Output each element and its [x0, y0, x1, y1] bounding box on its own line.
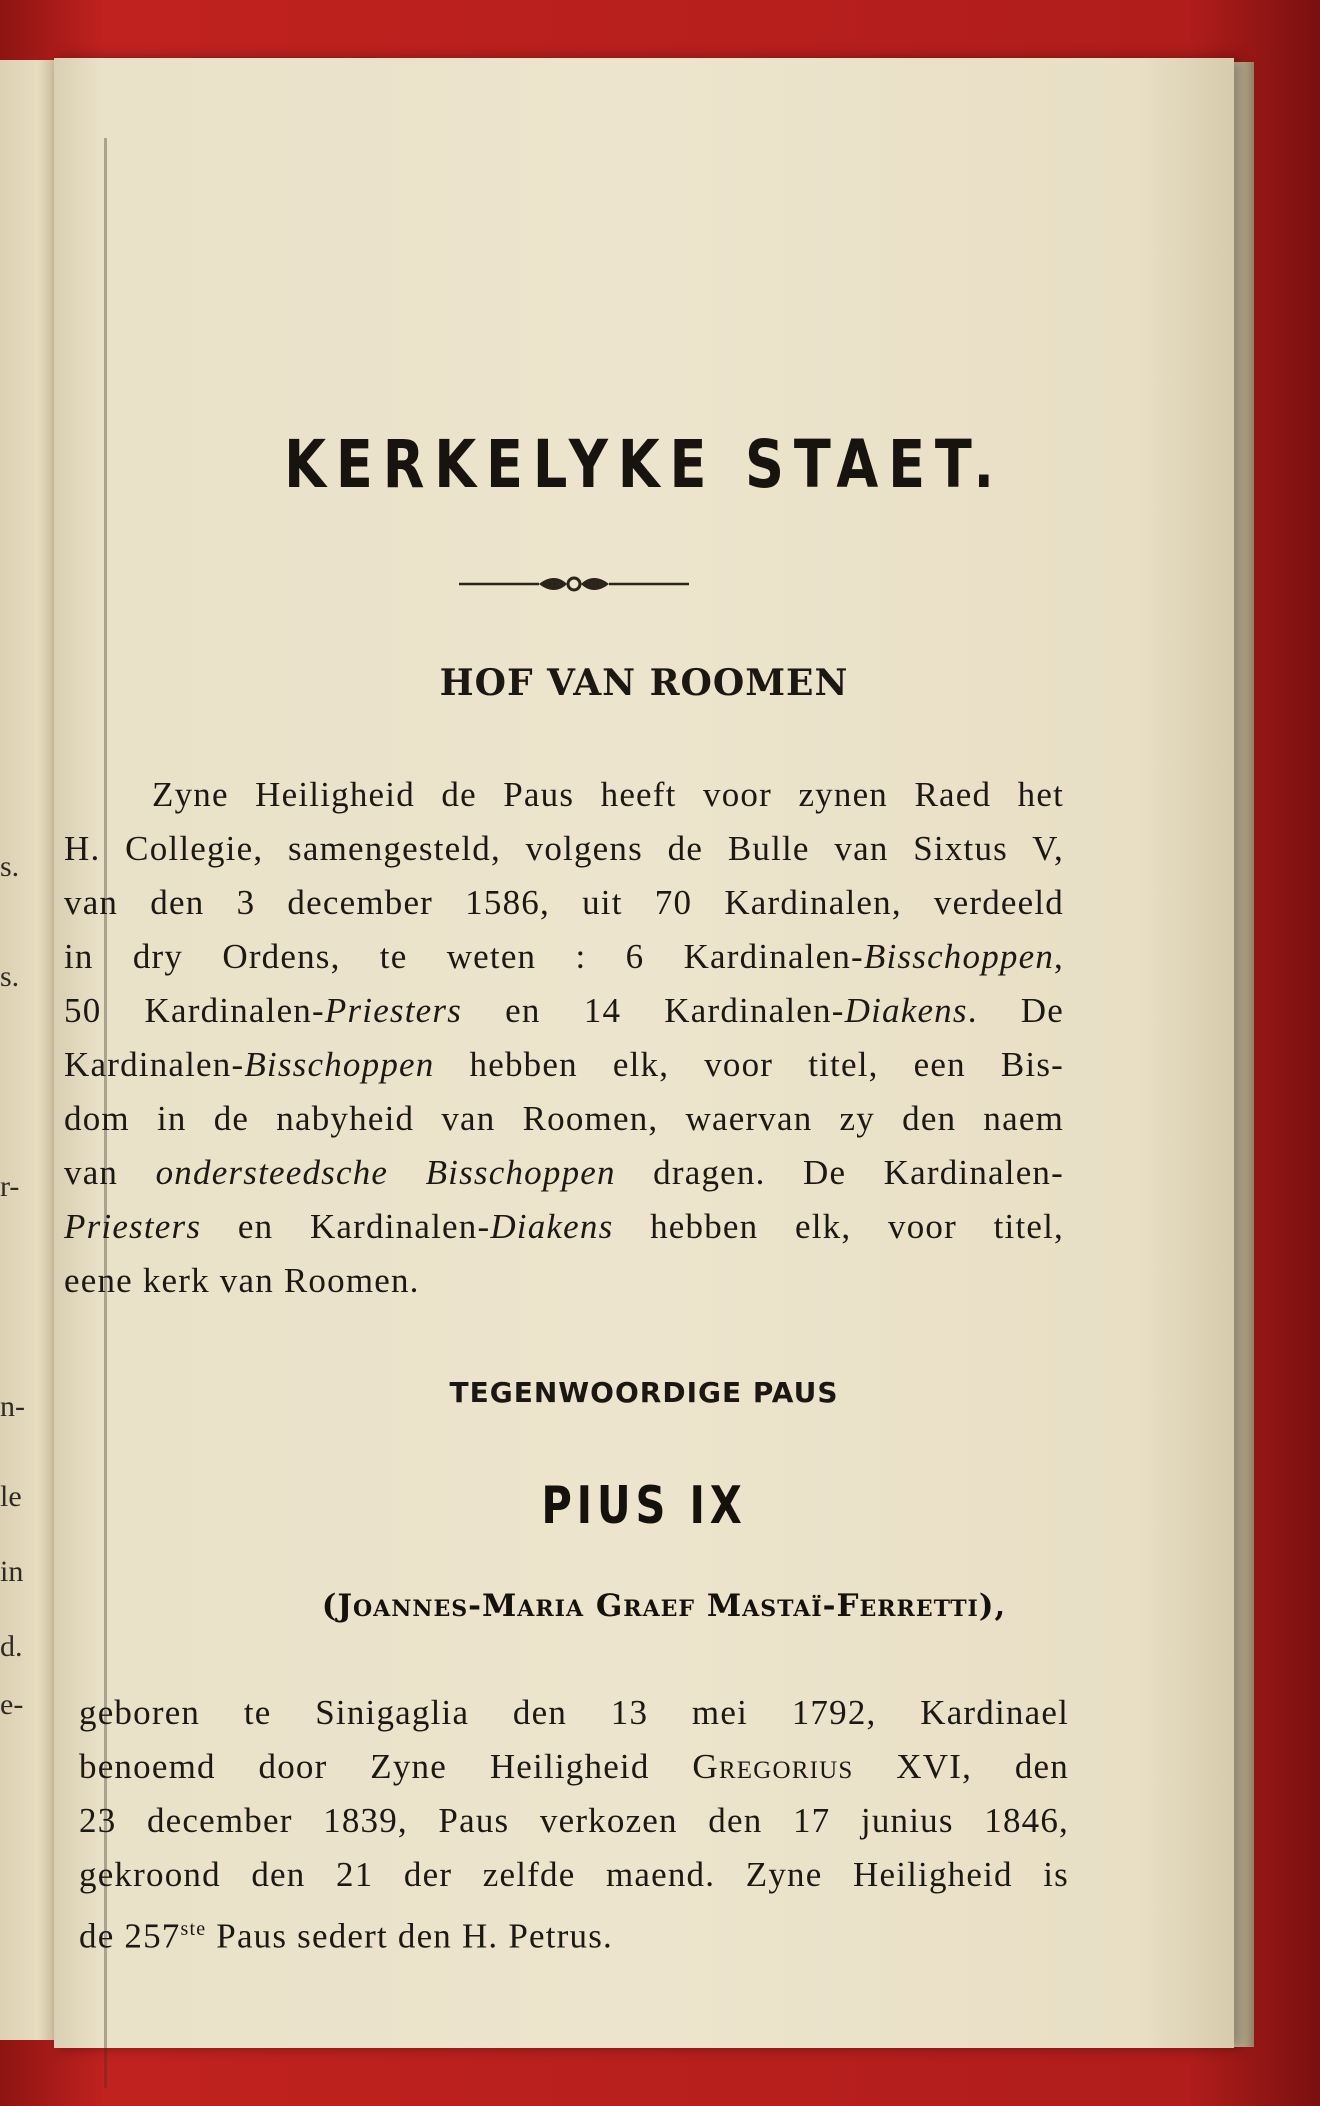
- paragraph-line: van den 3 december 1586, uit 70 Kardinalen, verdeeld: [64, 883, 1064, 922]
- paragraph-line: Kardinalen-Bisschoppen hebben elk, voor titel, een Bis-: [64, 1045, 1064, 1084]
- paragraph-line: H. Collegie, samengesteld, volgens de Bulle van Sixtus V,: [64, 829, 1064, 868]
- ornament-divider-icon: [459, 572, 689, 596]
- pope-biography: [79, 1686, 1069, 1964]
- pope-full-name: (Joannes-Maria Graef Mastaï-Ferretti),: [321, 1588, 1007, 1624]
- paragraph-line: Priesters en Kardinalen-Diakens hebben elk, voor titel,: [64, 1207, 1064, 1246]
- pope-title: PIUS IX: [541, 1476, 747, 1536]
- paragraph-line: dom in de nabyheid van Roomen, waervan zy den naem: [64, 1099, 1064, 1138]
- section-heading: HOF VAN ROOMEN: [439, 662, 849, 704]
- book-page: [54, 58, 1234, 2048]
- margin-fragment: s.: [0, 960, 20, 993]
- facing-page-edge: [0, 60, 54, 2040]
- margin-fragment: s.: [0, 850, 20, 883]
- bio-line: benoemd door Zyne Heiligheid Gregorius XVI, den: [79, 1747, 1069, 1786]
- margin-fragment: le: [0, 1480, 22, 1513]
- margin-fragment: e-: [0, 1688, 24, 1721]
- bio-line: geboren te Sinigaglia den 13 mei 1792, Kardinael: [79, 1693, 1069, 1732]
- intro-paragraph: [64, 768, 1064, 1308]
- page-stack-edge: [1234, 62, 1254, 2047]
- paragraph-line: 50 Kardinalen-Priesters en 14 Kardinalen-Diakens. De: [64, 991, 1064, 1030]
- current-pope-heading: TEGENWOORDIGE PAUS: [449, 1376, 839, 1409]
- margin-fragment: n-: [0, 1390, 25, 1423]
- margin-fragment: in: [0, 1555, 24, 1588]
- margin-fragment: d.: [0, 1630, 23, 1663]
- paragraph-line: eene kerk van Roomen.: [64, 1261, 420, 1300]
- page-title: KERKELYKE STAET.: [284, 426, 1004, 503]
- paragraph-line: in dry Ordens, te weten : 6 Kardinalen-Bisschoppen,: [64, 937, 1064, 976]
- bio-line: gekroond den 21 der zelfde maend. Zyne Heiligheid is: [79, 1855, 1069, 1894]
- bio-line: 23 december 1839, Paus verkozen den 17 junius 1846,: [79, 1801, 1069, 1840]
- paragraph-line: van ondersteedsche Bisschoppen dragen. De Kardinalen-: [64, 1153, 1064, 1192]
- bio-line: de 257ste Paus sedert den H. Petrus.: [79, 1916, 613, 1956]
- paragraph-line: Zyne Heiligheid de Paus heeft voor zynen Raed het: [152, 775, 1064, 814]
- margin-fragment: r-: [0, 1170, 20, 1203]
